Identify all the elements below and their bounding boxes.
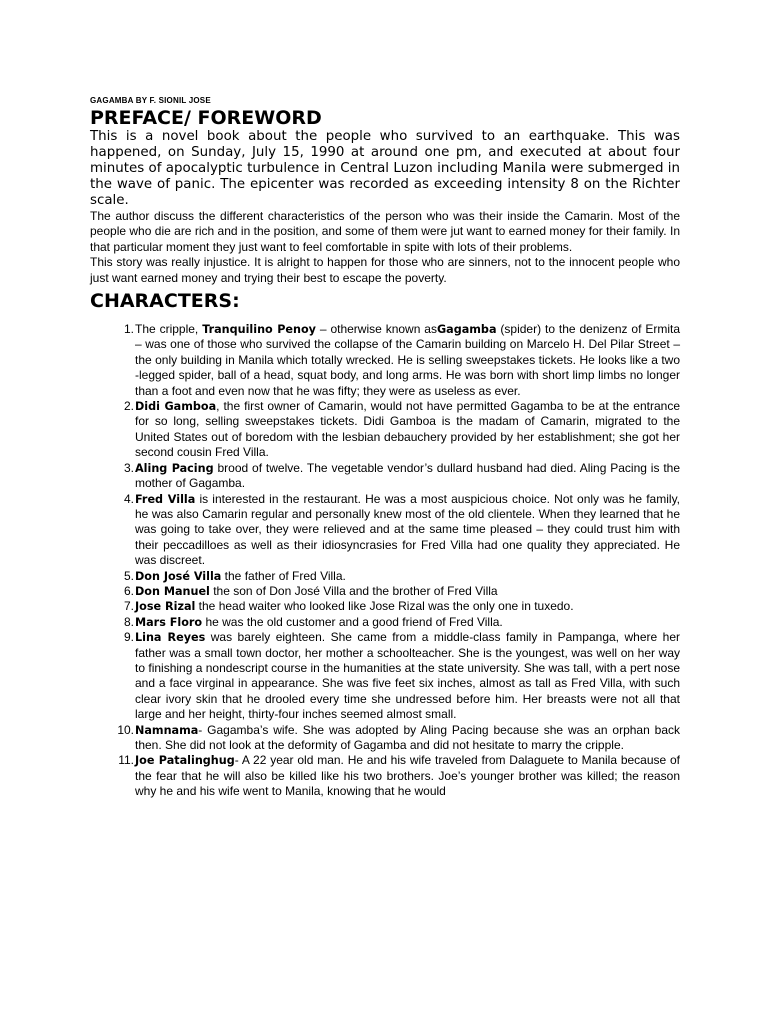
character-name: Don José Villa [135,569,222,583]
preface-heading: PREFACE/ FOREWORD [90,107,322,129]
character-name: Lina Reyes [135,631,206,645]
character-description: - A 22 year old man. He and his wife traveled from Dalaguete to Manila because of the fear that he will also be killed like his two brothers. Joe’s younger brother was killed; the reason why he and his wife went to Manila, knowing that he would [135,753,681,799]
item-number: 6. [123,583,134,598]
character-description: , the first owner of Camarin, would not have permitted Gagamba to be at the entrance for so long, selling sweepstakes tickets. Didi Gamboa is the madam of Camarin, migrated to the United States out of boredom with the lesbian debauchery provided by her establishment; she got her second cousin Fred Villa. [135,399,680,460]
character-item [90,584,680,599]
preface-intro-paragraph: This is a novel book about the people who survived to an earthquake. This was happened, on Sunday, July 15, 1990 at around one pm, and executed at about four minutes of apocalyptic turbulence in Central Luzon including Manila were submerged in the wave of panic. The epicenter was recorded as exceeding intensity 8 on the Richter scale. [90,129,680,208]
document-page [90,96,680,800]
document-kicker: GAGAMBA BY F. SIONIL JOSE [90,96,211,105]
character-item [90,723,680,754]
character-name: Fred Villa [135,492,196,506]
item-number: 5. [123,568,134,583]
character-description: is interested in the restaurant. He was a most auspicious choice. Not only was he family, he was also Camarin regular and personally knew most of the old clientele. When they learned that he was going to take over, they were relieved and at the same time pleased – they could trust him with their peccadilloes as well as their idiosyncrasies for Fred Villa had one quality they appreciated. He was discreet. [135,491,681,568]
characters-list [90,322,680,800]
character-item [90,753,680,799]
character-description: brood of twelve. The vegetable vendor’s dullard husband had died. Aling Pacing is the mother of Gagamba. [135,460,681,491]
character-description: he was the old customer and a good friend of Fred Villa. [202,614,503,629]
preface-paragraph-3: This story was really injustice. It is alright to happen for those who are sinners, not to the innocent people who just want earned money and trying their best to escape the poverty. [90,255,680,285]
characters-heading: CHARACTERS: [90,290,240,313]
item-number: 9. [123,630,134,645]
character-name: Joe Patalinghug [135,754,235,768]
character-item [90,322,680,399]
item-number: 8. [123,614,134,629]
character-name: Namnama [135,723,199,737]
character-description: was barely eighteen. She came from a middle-class family in Pampanga, where her father was a small town doctor, her mother a schoolteacher. She is the youngest, was well on her way to finishing a nondescript course in the humanities at the state university. She was tall, with a pert nose and a face virginal in appearance. She was five feet six inches, almost as tall as Fred Villa, with such clear ivory skin that he drooled every time she undressed before him. Her breasts were not all that large and her height, thirty-four inches seemed almost small. [135,630,680,722]
item-number: 7. [123,599,134,614]
character-item [90,630,680,722]
character-description: the father of Fred Villa. [221,568,346,583]
item-number: 11. [118,753,134,768]
item-middle-text: – otherwise known as [315,322,437,337]
character-name: Don Manuel [135,584,210,598]
item-number: 2. [123,399,134,414]
character-name: Aling Pacing [135,461,214,475]
item-number: 10. [117,722,134,737]
item-prefix: The cripple, [135,322,203,337]
character-item [90,399,680,461]
character-name: Jose Rizal [135,600,196,614]
character-description: the head waiter who looked like Jose Rizal was the only one in tuxedo. [195,599,574,614]
character-item [90,615,680,630]
character-name: Didi Gamboa [135,400,217,414]
item-number: 1. [123,322,134,337]
preface-paragraph-2: The author discuss the different characteristics of the person who was their inside the Camarin. Most of the people who die are rich and in the position, and some of them were jut want to earned money for their family. In that particular moment they just want to feel comfortable in spite with lots of their problems. [90,209,680,254]
item-number: 4. [123,491,134,506]
character-description: (spider) to the denizenz of Ermita – was one of those who survived the collapse of the Camarin building on Marcelo H. Del Pilar Street – the only building in Manila which totally wrecked. He is selling sweepstakes tickets. He looks like a two -legged spider, ball of a head, squat body, and long arms. He was born with short limp limbs no longer than a foot and even now that he was fifty; they were as useless as ever. [135,322,681,398]
character-item [90,599,680,614]
character-item [90,461,680,492]
character-description: - Gagamba’s wife. She was adopted by Aling Pacing because she was an orphan back then. She did not look at the deformity of Gagamba and did not hesitate to marry the cripple. [135,722,680,752]
character-item [90,492,680,569]
item-number: 3. [123,460,134,475]
character-name: Mars Floro [135,615,203,629]
character-item [90,569,680,584]
character-name: Tranquilino Penoy [202,323,316,337]
character-description: the son of Don José Villa and the brother of Fred Villa [209,583,498,598]
character-alias: Gagamba [436,323,497,337]
